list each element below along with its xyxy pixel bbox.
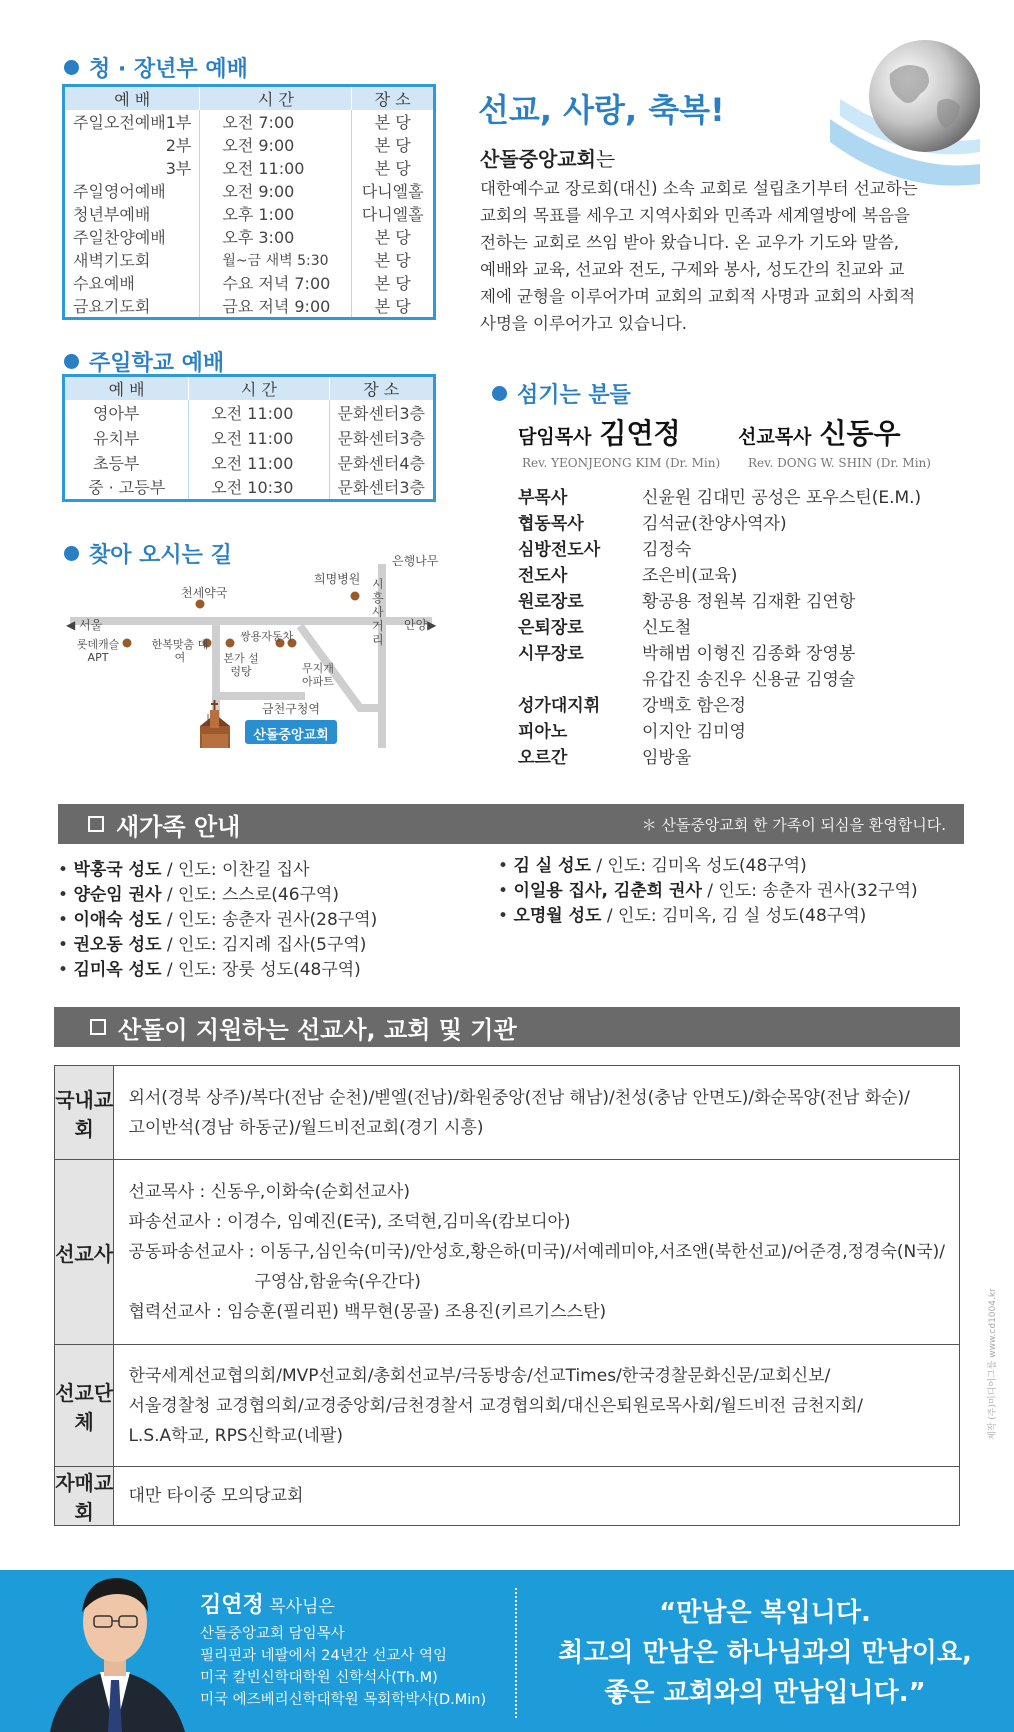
map-label-geumcheon: 금천구청역: [262, 702, 320, 716]
table-row: 2부 오전 9:00 본 당: [64, 133, 435, 156]
footer-divider: [515, 1588, 517, 1718]
church-icon: [200, 700, 230, 748]
checkbox-icon: [90, 1019, 106, 1035]
row-header: 국내교회: [55, 1066, 114, 1160]
table-row: 3부 오전 11:00 본 당: [64, 156, 435, 179]
map-label-bonga: 본가 설렁탕: [223, 652, 259, 678]
footer-quote-line: 좋은 교회와의 만남입니다.”: [604, 1678, 926, 1708]
list-item: • 이애숙 성도 / 인도: 송춘자 권사(28구역): [58, 910, 378, 930]
sunday-school-table: [62, 374, 436, 502]
list-item: • 김미옥 성도 / 인도: 장룻 성도(48구역): [58, 960, 361, 980]
table-row: 초등부 오전 11:00 문화센터4층: [64, 450, 435, 475]
row-header: 자매교회: [55, 1467, 114, 1526]
row-content: 선교목사 : 신동우,이화숙(순회선교사) 파송선교사 : 이경수, 임예진(E국), 조덕현,김미옥(캄보디아) 공동파송선교사 : 이동구,심인숙(미국)/안성호,황은하(미국)/서예레미야,서조앤(북한선교)/어준경,정경숙(N국)/ 구영삼,함윤숙(우간다) 협력선교사 : 임승훈(필리핀) 백무현(몽골) 조용진(키르기스스탄): [114, 1160, 960, 1345]
hero-title: 선교, 사랑, 축복!: [478, 91, 725, 129]
servants-title: 섬기는 분들: [492, 378, 631, 409]
col-header: 시 간: [200, 86, 352, 111]
col-header: 시 간: [189, 376, 329, 401]
col-header: 예 배: [64, 376, 189, 401]
list-item: • 이일용 집사, 김춘희 권사 / 인도: 송춘자 권사(32구역): [498, 881, 918, 901]
table-row: [55, 1066, 960, 1160]
col-header: 장 소: [329, 376, 434, 401]
footer-bio-line: 미국 칼빈신학대학원 신학석사(Th.M): [200, 1670, 438, 1686]
map-label-hospital: 희명병원: [314, 572, 361, 586]
footer-pastor-name: 김연정 목사님은: [200, 1593, 335, 1618]
list-item: • 박홍국 성도 / 인도: 이찬길 집사: [58, 860, 310, 880]
table-row: 주일찬양예배 오후 3:00 본 당: [64, 225, 435, 248]
table-row: 영아부 오전 11:00 문화센터3층: [64, 400, 435, 425]
support-table: [54, 1065, 960, 1526]
bullet-icon: [64, 60, 79, 75]
map-label-seoul: ◀ 서울: [66, 618, 103, 632]
checkbox-icon: [88, 816, 104, 832]
directions-title: 찾아 오시는 길: [64, 538, 232, 569]
footer-bio-line: 필리핀과 네팔에서 24년간 선교사 역임: [200, 1648, 447, 1664]
staff-row: 은퇴장로 신도철: [518, 618, 692, 638]
table-row: [55, 1467, 960, 1526]
bonga-marker-icon: [226, 639, 235, 648]
watermark: 제작 (주)미디어그룹 www.cd1004.kr: [988, 1288, 998, 1440]
row-content: 외서(경북 상주)/복다(전남 순천)/벧엘(전남)/화원중앙(전남 해남)/천성(충남 안면도)/화순목양(전남 화순)/ 고이반석(경남 하동군)/월드비전교회(경기 시흥): [114, 1066, 960, 1160]
map-label-apt: 무지개 아파트: [302, 662, 334, 688]
table-row: 중 · 고등부 오전 10:30 문화센터3층: [64, 475, 435, 500]
col-header: 예 배: [64, 86, 200, 111]
list-item: • 오명월 성도 / 인도: 김미옥, 김 실 성도(48구역): [498, 906, 867, 926]
senior-pastor: 담임목사 김연정: [518, 417, 681, 450]
pastor-portrait: [40, 1540, 190, 1732]
table-row: 새벽기도회 월~금 새벽 5:30 본 당: [64, 248, 435, 271]
map-label-bank: 은행나무: [392, 554, 439, 568]
support-bar: 산돌이 지원하는 선교사, 교회 및 기관: [54, 1007, 960, 1047]
list-item: • 권오동 성도 / 인도: 김지례 집사(5구역): [58, 935, 367, 955]
bullet-icon: [492, 386, 507, 401]
staff-row: 유갑진 송진우 신용균 김영술: [642, 670, 856, 690]
list-item: • 양순임 권사 / 인도: 스스로(46구역): [58, 885, 339, 905]
map-label-hanbok: 한복맞춤 대여: [151, 638, 209, 664]
youth-worship-table: [62, 84, 436, 320]
footer-bio-line: 산돌중앙교회 담임목사: [200, 1626, 345, 1642]
map-label-lotte: 롯데캐슬 APT: [76, 638, 120, 664]
footer-quote-line: 최고의 만남은 하나님과의 만남이요,: [558, 1638, 972, 1668]
footer-bio-line: 미국 에즈베리신학대학원 목회학박사(D.Min): [200, 1692, 487, 1708]
mission-pastor: 선교목사 신동우: [738, 417, 901, 450]
list-item: • 김 실 성도 / 인도: 김미옥 성도(48구역): [498, 856, 807, 876]
map-label-church: 산돌중앙교회: [253, 728, 329, 743]
table-row: [55, 1160, 960, 1345]
intro-body: 대한예수교 장로회(대신) 소속 교회로 설립초기부터 선교하는 교회의 목표를 세우고 지역사회와 민족과 세계열방에 복음을 전하는 교회로 쓰임 받아 왔습니다. 온 교우가 기도와 말씀, 예배와 교육, 선교와 전도, 구제와 봉사, 성도간의 친교와 교제에 균형을 이루어가며 교회의 교회적 사명과 교회의 사회적 사명을 이루어가고 있습니다.: [480, 179, 918, 333]
row-content: 한국세계선교협의회/MVP선교회/총회선교부/극동방송/선교Times/한국경찰문화신문/교회신보/ 서울경찰청 교경협의회/교경중앙회/금천경찰서 교경협의회/대신은퇴원로목사회/월드비전 금천지회/ L.S.A학교, RPS신학교(네팔): [114, 1345, 960, 1467]
map-label-siheung: 시흥사거리: [372, 577, 384, 647]
row-header: 선교단체: [55, 1345, 114, 1467]
bullet-icon: [64, 354, 79, 369]
table-row: 청년부예배 오후 1:00 다니엘홀: [64, 202, 435, 225]
welcome-note: ＊ 산돌중앙교회 한 가족이 되심을 환영합니다.: [641, 815, 946, 834]
row-header: 선교사: [55, 1160, 114, 1345]
hospital-marker-icon: [351, 592, 360, 601]
youth-worship-title: 청 · 장년부 예배: [64, 52, 248, 83]
table-row: 수요예배 수요 저녁 7:00 본 당: [64, 271, 435, 294]
staff-row: 부목사 신윤원 김대민 공성은 포우스틴(E.M.): [518, 488, 922, 508]
intro-heading: 산돌중앙교회는: [480, 147, 616, 171]
table-row: 금요기도회 금요 저녁 9:00 본 당: [64, 294, 435, 319]
staff-row: 원로장로 황공용 정원복 김재환 김연항: [518, 592, 856, 612]
staff-row: 협동목사 김석균(찬양사역자): [518, 514, 787, 534]
staff-row: 피아노 이지안 김미영: [518, 722, 746, 742]
sunday-school-title: 주일학교 예배: [64, 346, 224, 377]
staff-row: 성가대지휘 강백호 함은정: [518, 696, 746, 716]
table-row: 주일오전예배1부 오전 7:00 본 당: [64, 110, 435, 133]
map-label-ssangyong: 쌍용자동차: [240, 630, 294, 643]
mission-pastor-english: Rev. DONG W. SHIN (Dr. Min): [748, 456, 931, 470]
staff-row: 시무장로 박해범 이형진 김종화 장영봉: [518, 644, 856, 664]
new-family-bar: 새가족 안내 ＊ 산돌중앙교회 한 가족이 되심을 환영합니다.: [58, 804, 964, 844]
footer-quote-line: “만남은 복입니다.: [659, 1598, 871, 1628]
table-row: 주일영어예배 오전 9:00 다니엘홀: [64, 179, 435, 202]
senior-pastor-english: Rev. YEONJEONG KIM (Dr. Min): [522, 456, 721, 470]
staff-row: 전도사 조은비(교육): [518, 566, 738, 586]
col-header: 장 소: [352, 86, 435, 111]
map-label-pharmacy: 천세약국: [181, 586, 228, 600]
table-row: [55, 1345, 960, 1467]
staff-row: 심방전도사 김정숙: [518, 540, 692, 560]
staff-row: 오르간 임방울: [518, 748, 692, 768]
table-row: 유치부 오전 11:00 문화센터3층: [64, 425, 435, 450]
row-content: 대만 타이중 모의당교회: [114, 1467, 960, 1526]
map-label-anyang: 안양▶: [404, 618, 437, 632]
